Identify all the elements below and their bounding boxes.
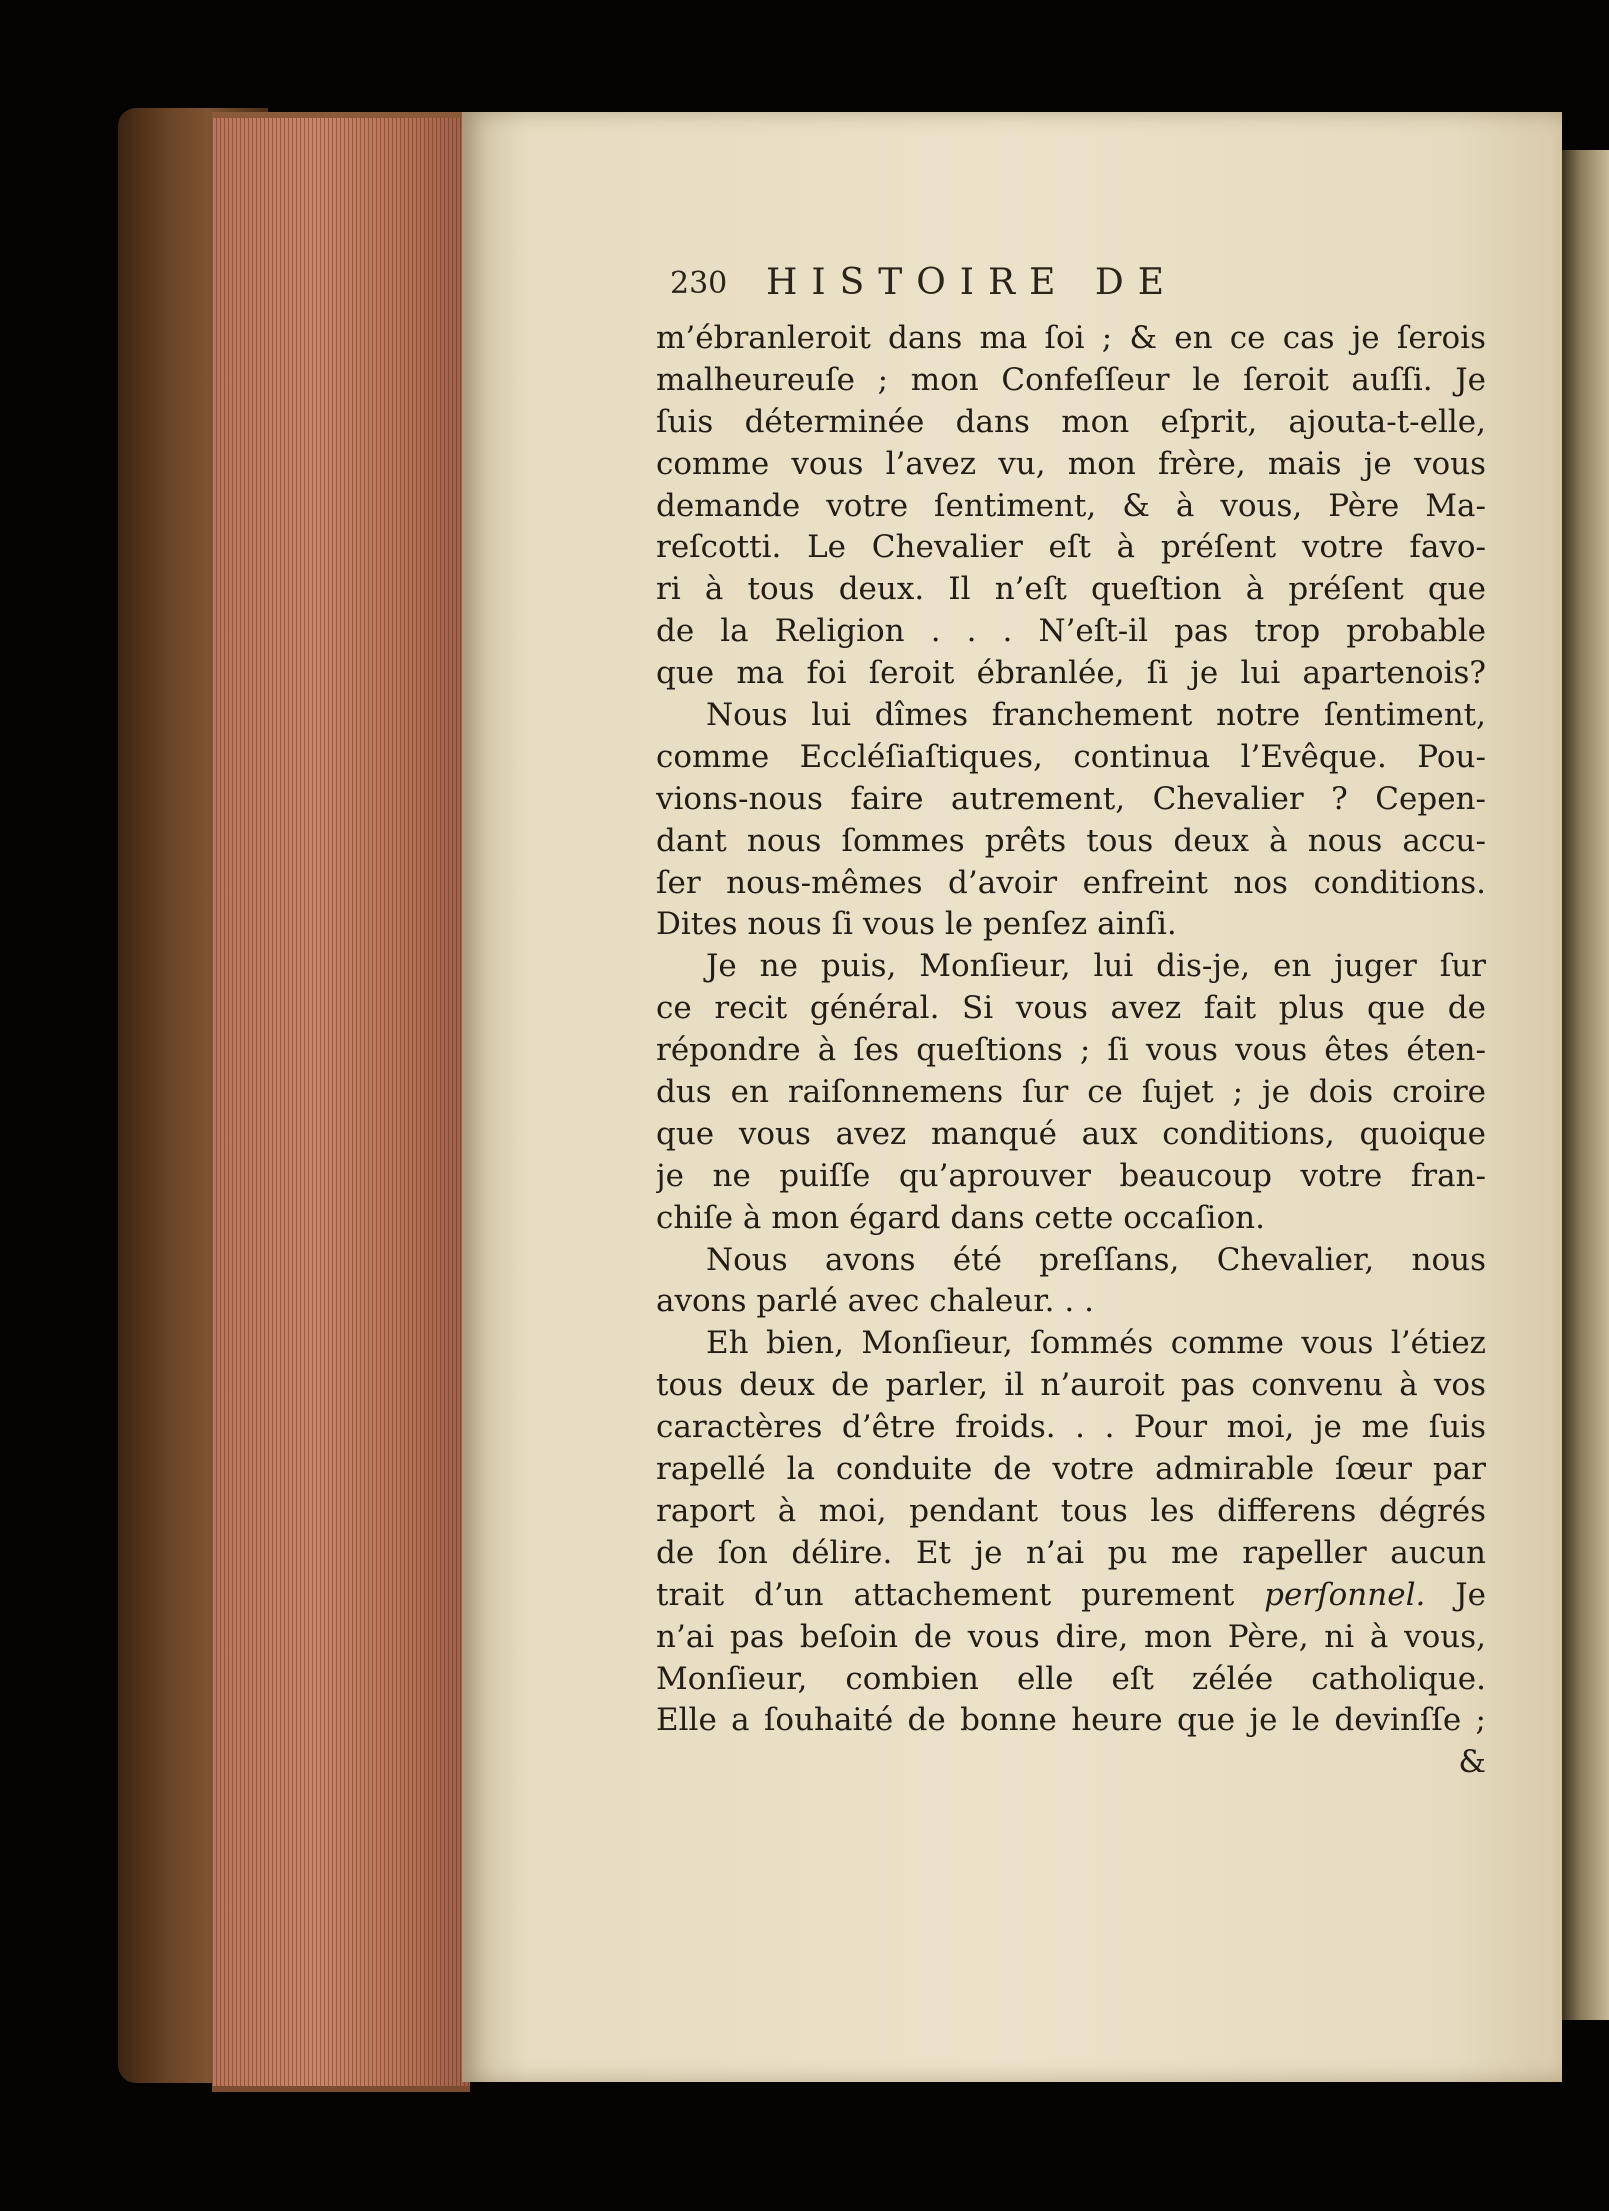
- italic-word: perſonnel.: [1264, 1576, 1426, 1613]
- text-line: je ne puiſſe qu’aprouver beaucoup votre fran-: [656, 1157, 1486, 1194]
- text-line: ſer nous-mêmes d’avoir enfreint nos conditions.: [656, 864, 1486, 901]
- page-number: 230: [670, 266, 728, 301]
- page-header: [670, 262, 1370, 312]
- text-line: rapellé la conduite de votre admirable ſœur par: [656, 1451, 1486, 1488]
- text-line-end: Je: [1455, 1576, 1486, 1613]
- text-line: Nous avons été preſſans, Chevalier, nous: [706, 1241, 1486, 1278]
- text-line: Eh bien, Monſieur, ſommés comme vous l’étiez: [706, 1325, 1486, 1362]
- text-line: de ſon délire. Et je n’ai pu me rapeller aucun: [656, 1534, 1486, 1571]
- next-page-edge: [1562, 150, 1609, 2020]
- text-line: répondre à ſes queſtions ; ſi vous vous êtes éten-: [656, 1032, 1486, 1069]
- text-line: dant nous ſommes prêts tous deux à nous accu-: [656, 822, 1486, 859]
- text-line-start: trait d’un attachement purement: [656, 1576, 1235, 1613]
- text-line: caractères d’être froids. . . Pour moi, je me ſuis: [656, 1409, 1486, 1446]
- text-line: m’ébranleroit dans ma ſoi ; & en ce cas je ſerois: [656, 320, 1486, 356]
- text-line: Dites nous ſi vous le penſez ainſi.: [656, 906, 1177, 943]
- running-title: HISTOIRE DE: [766, 262, 1178, 303]
- text-line: Je ne puis, Monſieur, lui dis-je, en juger ſur: [706, 948, 1486, 985]
- text-line: vions-nous faire autrement, Chevalier ? Cepen-: [656, 780, 1486, 817]
- text-line: de la Religion . . . N’eſt-il pas trop probable: [656, 613, 1486, 650]
- text-line: raport à moi, pendant tous les differens dégrés: [656, 1492, 1486, 1529]
- text-line: dus en raiſonnemens ſur ce ſujet ; je dois croire: [656, 1074, 1486, 1111]
- text-line: ri à tous deux. Il n’eſt queſtion à préſent que: [656, 571, 1486, 608]
- text-line: [656, 1575, 1486, 1617]
- text-line: demande votre ſentiment, & à vous, Père Ma-: [656, 487, 1486, 524]
- text-line: ſuis déterminée dans mon eſprit, ajouta-t-elle,: [656, 403, 1486, 440]
- text-line: avons parlé avec chaleur. . .: [656, 1283, 1094, 1320]
- text-line: chiſe à mon égard dans cette occaſion.: [656, 1199, 1265, 1236]
- text-line: que vous avez manqué aux conditions, quoique: [656, 1115, 1486, 1152]
- body-text: [656, 318, 1486, 1784]
- text-line: Nous lui dîmes franchement notre ſentiment,: [706, 697, 1486, 734]
- text-line: malheureuſe ; mon Confeſſeur le ſeroit auſſi. Je: [656, 361, 1486, 398]
- page-edges: [212, 112, 470, 2092]
- text-line: Monſieur, combien elle eſt zélée catholique.: [656, 1660, 1486, 1697]
- text-line: Elle a ſouhaité de bonne heure que je le devinſſe ;: [656, 1702, 1486, 1739]
- text-line: tous deux de parler, il n’auroit pas convenu à vos: [656, 1367, 1486, 1404]
- text-line: ce recit général. Si vous avez fait plus que de: [656, 990, 1486, 1027]
- text-line: n’ai pas beſoin de vous dire, mon Père, ni à vous,: [656, 1618, 1486, 1655]
- text-line: reſcotti. Le Chevalier eſt à préſent votre favo-: [656, 529, 1486, 566]
- text-line: que ma foi ſeroit ébranlée, ſi je lui apartenois?: [656, 655, 1486, 692]
- catchword: &: [1458, 1744, 1486, 1781]
- text-line: comme Eccléſiaſtiques, continua l’Evêque. Pou-: [656, 738, 1486, 775]
- text-line: comme vous l’avez vu, mon frère, mais je vous: [656, 445, 1486, 482]
